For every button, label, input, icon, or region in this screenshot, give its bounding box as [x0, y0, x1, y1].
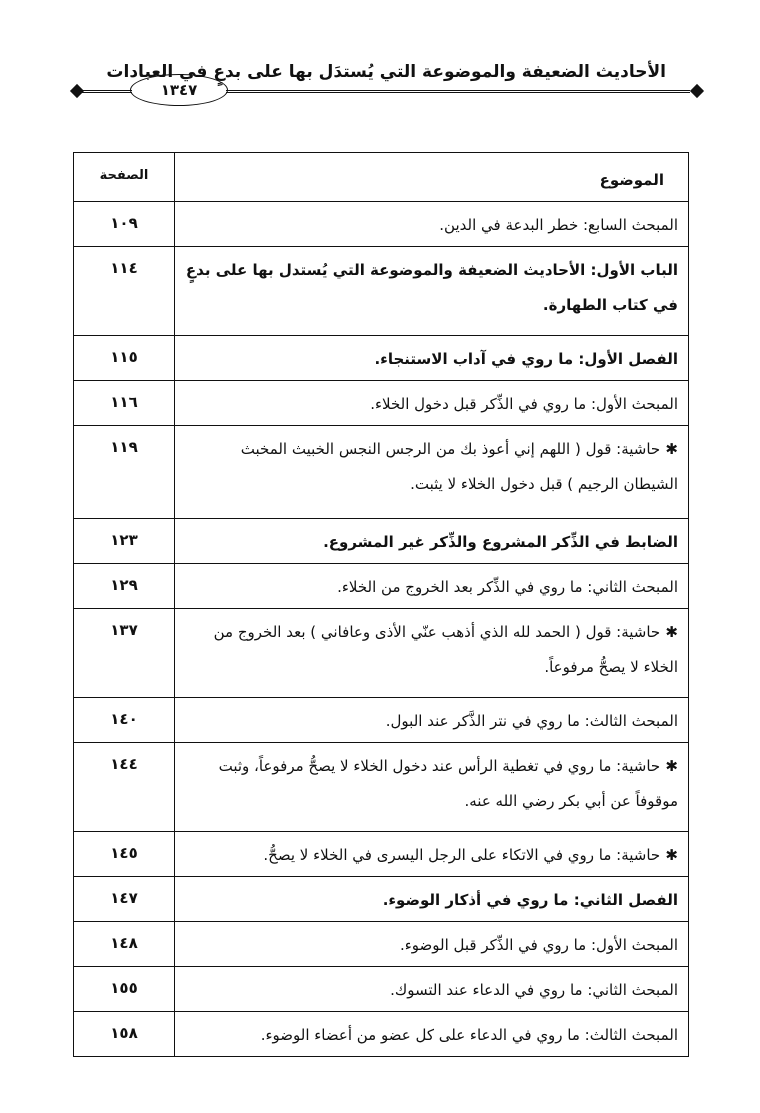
table-row: [74, 425, 688, 518]
column-header-page: الصفحة: [74, 153, 175, 201]
table-row: [74, 246, 688, 335]
entry-topic: الضابط في الذِّكر المشروع والذِّكر غير المشروع.: [323, 533, 678, 551]
entry-topic: المبحث الثالث: ما روي في الدعاء على كل عضو من أعضاء الوضوء.: [260, 1026, 678, 1044]
entry-page: ١٥٥: [74, 967, 175, 1011]
header-rule-left: [82, 90, 132, 93]
ornament-diamond-right: [690, 84, 704, 98]
table-row: [74, 831, 688, 876]
asterisk-icon: ✱: [660, 623, 678, 641]
table-row: [74, 518, 688, 563]
table-row: [74, 697, 688, 742]
entry-topic: الفصل الأول: ما روي في آداب الاستنجاء.: [374, 350, 678, 368]
entry-page: ١٢٩: [74, 564, 175, 608]
entry-page: ١٠٩: [74, 202, 175, 246]
column-header-topic: الموضوع: [599, 171, 664, 189]
asterisk-icon: ✱: [660, 846, 678, 864]
asterisk-icon: ✱: [660, 757, 678, 775]
table-row: [74, 921, 688, 966]
table-row: [74, 966, 688, 1011]
table-row: [74, 1011, 688, 1056]
table-of-contents: [73, 152, 689, 1057]
entry-topic: حاشية: قول ( الحمد لله الذي أذهب عنّي الأذى وعافاني ) بعد الخروج من الخلاء لا يصحُّ مرفوعاً.: [213, 623, 678, 676]
entry-topic: الفصل الثاني: ما روي في أذكار الوضوء.: [382, 891, 678, 909]
entry-page: ١٤٨: [74, 922, 175, 966]
table-row: [74, 563, 688, 608]
entry-page: ١٤٠: [74, 698, 175, 742]
entry-topic: المبحث السابع: خطر البدعة في الدين.: [439, 216, 678, 234]
entry-topic: حاشية: ما روي في الاتكاء على الرجل اليسرى في الخلاء لا يصحُّ.: [263, 846, 661, 864]
table-row: [74, 742, 688, 831]
entry-topic: الباب الأول: الأحاديث الضعيفة والموضوعة التي يُستدل بها على بدعٍ في كتاب الطهارة.: [185, 261, 678, 314]
entry-topic: المبحث الثالث: ما روي في نتر الذَّكر عند البول.: [385, 712, 678, 730]
table-row: [74, 335, 688, 380]
entry-topic: حاشية: ما روي في تغطية الرأس عند دخول الخلاء لا يصحُّ مرفوعاً، وثبت موقوفاً عن أبي بكر رضي الله عنه.: [218, 757, 678, 810]
entry-topic: المبحث الثاني: ما روي في الذِّكر بعد الخروج من الخلاء.: [337, 578, 678, 596]
entry-page: ١١٩: [74, 426, 175, 518]
entry-page: ١٣٧: [74, 609, 175, 697]
table-row: [74, 876, 688, 921]
entry-page: ١١٤: [74, 247, 175, 335]
entry-topic: المبحث الأول: ما روي في الذِّكر قبل دخول الخلاء.: [370, 395, 678, 413]
page-number: ١٣٤٧: [130, 74, 228, 106]
entry-page: ١٤٥: [74, 832, 175, 876]
asterisk-icon: ✱: [660, 440, 678, 458]
entry-page: ١٤٤: [74, 743, 175, 831]
entry-topic: حاشية: قول ( اللهم إني أعوذ بك من الرجس النجس الخبيث المخبث الشيطان الرجيم ) قبل دخول الخلاء لا يثبت.: [240, 440, 678, 493]
entry-page: ١٥٨: [74, 1012, 175, 1056]
entry-page: ١٤٧: [74, 877, 175, 921]
table-row: [74, 201, 688, 246]
entry-topic: المبحث الثاني: ما روي في الدعاء عند التسوك.: [390, 981, 678, 999]
running-title: الأحاديث الضعيفة والموضوعة التي يُستدَل بها على بدعٍ في العبادات: [106, 62, 666, 82]
table-row: [74, 608, 688, 697]
entry-topic: المبحث الأول: ما روي في الذِّكر قبل الوضوء.: [399, 936, 678, 954]
entry-page: ١١٥: [74, 336, 175, 380]
page-header: [60, 52, 700, 112]
table-row: [74, 380, 688, 425]
entry-page: ١١٦: [74, 381, 175, 425]
table-header-row: [74, 153, 688, 201]
entry-page: ١٢٣: [74, 519, 175, 563]
header-rule-right: [226, 90, 690, 93]
